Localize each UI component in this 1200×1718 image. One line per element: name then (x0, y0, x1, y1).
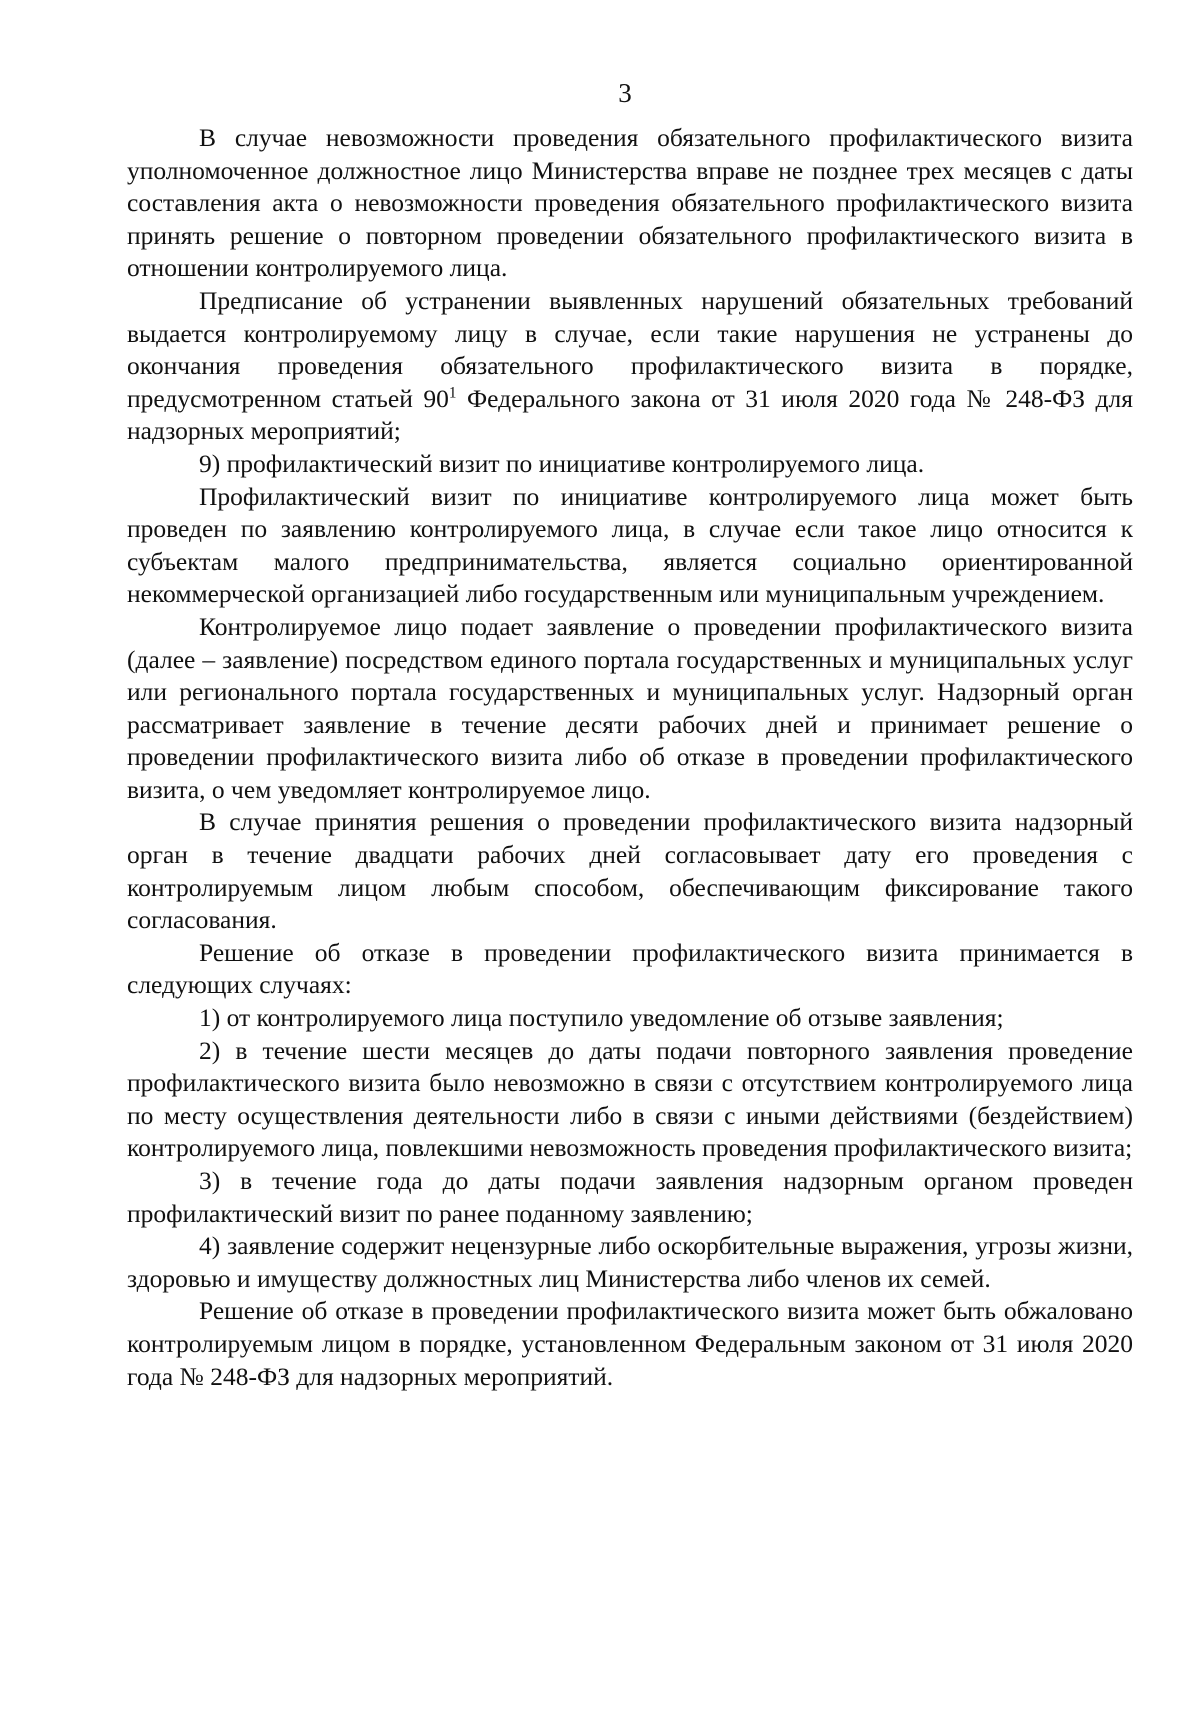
paragraph-prescription-tail: Федерального закона от 31 июля 2020 года № 248-ФЗ для надзорных мероприятий; (127, 383, 1133, 446)
paragraph-refusal-case-2: 2) в течение шести месяцев до даты подачи повторного заявления проведение профилактического визита было невозможно в связи с отсутствием контролируемого лица по месту осуществления деятельности либо в связи с иными действиями (бездействием) контролируемого лица, повлекшими невозможность проведения профилактического визита; (127, 1035, 1133, 1163)
paragraph-agreement-date: В случае принятия решения о проведении профилактического визита надзорный орган в течение двадцати рабочих дней согласовывает дату его проведения с контролируемым лицом любым способом, обеспечивающим фиксирование такого согласования. (127, 807, 1133, 935)
paragraph-refusal-case-1: 1) от контролируемого лица поступило уведомление об отзыве заявления; (199, 1003, 1004, 1033)
page-number: 3 (618, 78, 632, 108)
paragraph-refusal-cases: Решение об отказе в проведении профилактического визита принимается в следующих случаях: (127, 937, 1133, 1000)
paragraph-refusal-case-4: 4) заявление содержит нецензурные либо оскорбительные выражения, угрозы жизни, здоровью и имуществу должностных лиц Министерства либо членов их семей. (127, 1231, 1133, 1293)
paragraph-application: Контролируемое лицо подает заявление о проведении профилактического визита (далее – заявление) посредством единого портала государственных и муниципальных услуг или регионального портала государственных и муниципальных услуг. Надзорный орган рассматривает заявление в течение десяти рабочих дней и принимает решение о проведении профилактического визита либо об отказе в проведении профилактического визита, о чем уведомляет контролируемое лицо. (127, 611, 1133, 804)
paragraph-item-9: 9) профилактический визит по инициативе контролируемого лица. (199, 448, 925, 478)
paragraph-refusal-case-3: 3) в течение года до даты подачи заявления надзорным органом проведен профилактический визит по ранее поданному заявлению; (127, 1166, 1133, 1228)
paragraph-prescription (127, 285, 1133, 448)
paragraph-initiative-visit: Профилактический визит по инициативе контролируемого лица может быть проведен по заявлению контролируемого лица, в случае если такое лицо относится к субъектам малого предпринимательства, является социально ориентированной некоммерческой организацией либо государственным или муниципальным учреждением. (127, 481, 1133, 609)
paragraph-impossibility-repeat-visit: В случае невозможности проведения обязательного профилактического визита уполномоченное должностное лицо Министерства вправе не позднее трех месяцев с даты составления акта о невозможности проведения обязательного профилактического визита принять решение о повторном проведении обязательного профилактического визита в отношении контролируемого лица. (127, 123, 1133, 283)
paragraph-prescription-text: Предписание об устранении выявленных нарушений обязательных требований выдается контролируемому лицу в случае, если такие нарушения не устранены до окончания проведения обязательного профилактического визита в порядке, предусмотренном статьей 90 (127, 285, 1133, 413)
paragraph-appeal: Решение об отказе в проведении профилактического визита может быть обжаловано контролируемым лицом в порядке, установленном Федеральным законом от 31 июля 2020 года № 248-ФЗ для надзорных мероприятий. (127, 1296, 1133, 1391)
document-body (127, 122, 1133, 1393)
article-superscript: 1 (448, 384, 457, 402)
